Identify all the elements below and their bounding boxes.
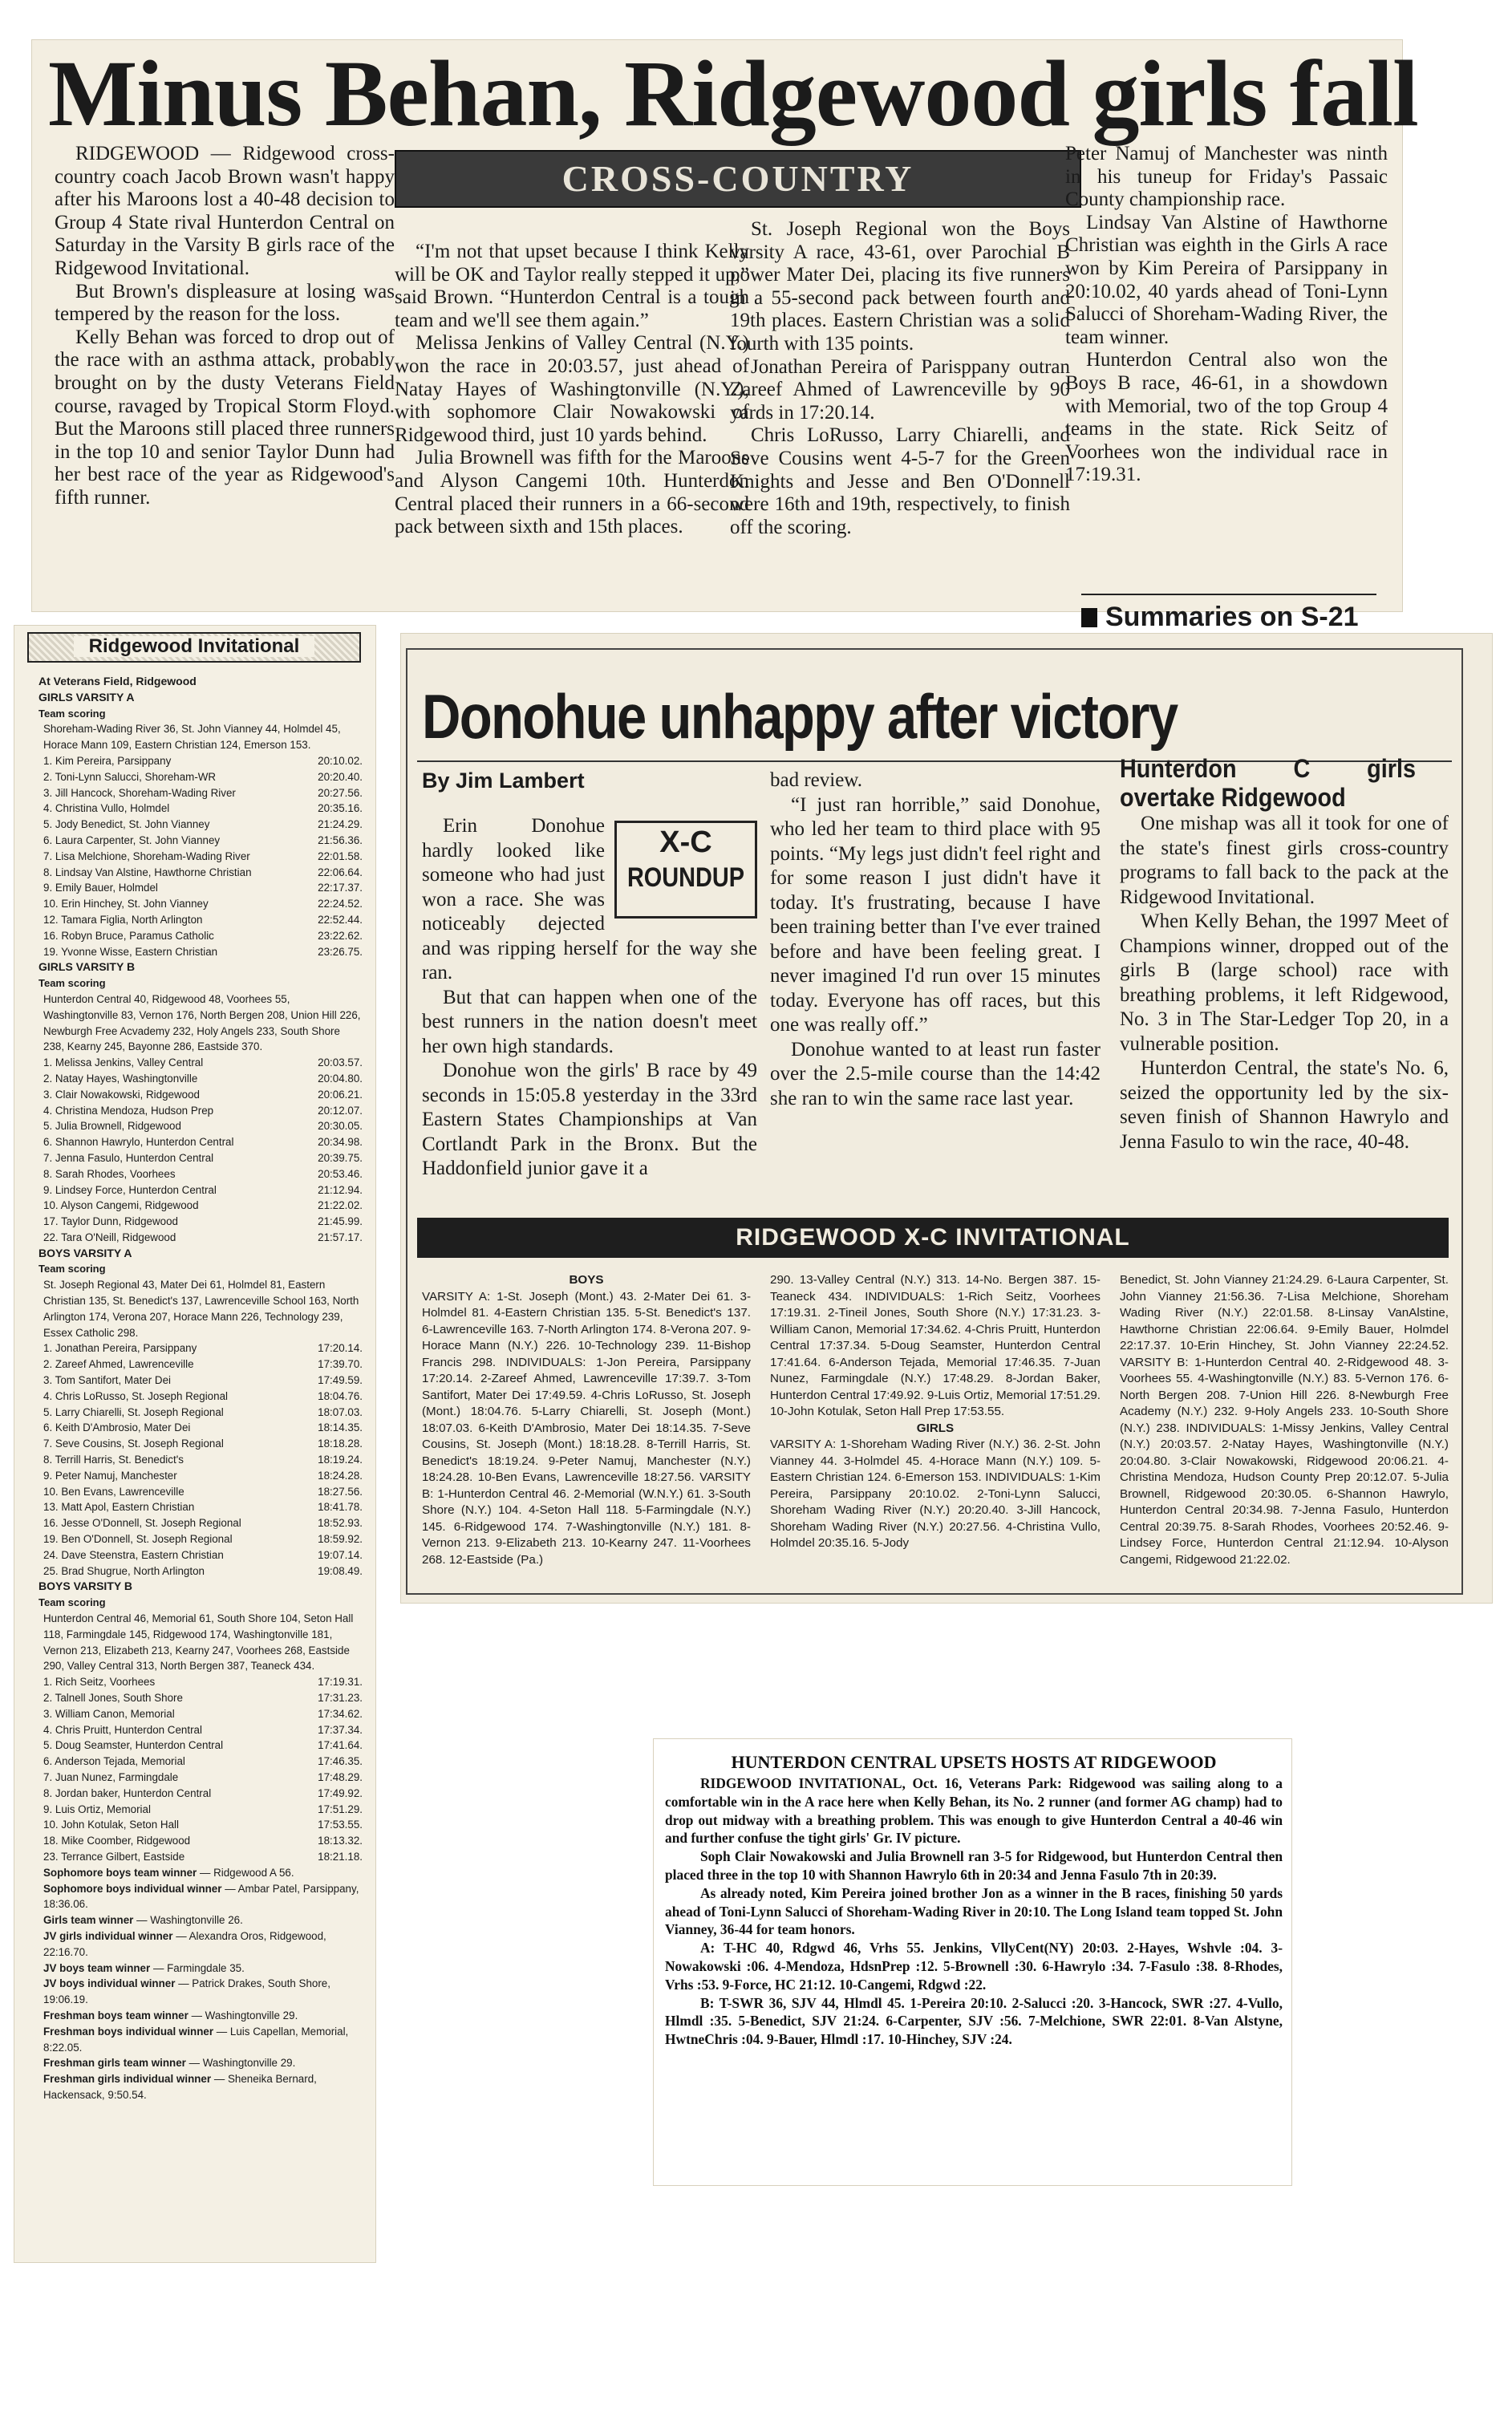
results-location: At Veterans Field, Ridgewood — [39, 675, 197, 687]
result-runner: 17. Taylor Dunn, Ridgewood — [43, 1215, 178, 1228]
award-line — [39, 2008, 363, 2024]
paragraph: St. Joseph Regional won the Boys varsity A race, 43-61, over Parochial B power Mater Dei, placing its five runners in a 55-second pack between fourth and 19th places. Eastern Christian was a solid fourth with 135 points. — [730, 218, 1070, 355]
result-runner: 9. Peter Namuj, Manchester — [43, 1469, 177, 1482]
award-category: Freshman girls individual winner — [43, 2073, 212, 2086]
result-runner: 4. Chris Pruitt, Hunterdon Central — [43, 1723, 202, 1736]
result-runner: 2. Toni-Lynn Salucci, Shoreham-WR — [43, 770, 217, 783]
result-runner: 16. Robyn Bruce, Paramus Catholic — [43, 929, 214, 942]
result-time: 18:04.76. — [318, 1389, 363, 1402]
result-time: 20:27.56. — [318, 786, 363, 799]
result-time: 23:26.75. — [318, 945, 363, 958]
paragraph: But that can happen when one of the best runners in the nation doesn't meet her own high standards. — [422, 986, 757, 1057]
result-row — [39, 1150, 363, 1166]
article-column-3 — [730, 218, 1070, 539]
paragraph: B: T-SWR 36, SJV 44, Hlmdl 45. 1-Pereira 20:10. 2-Salucci :20. 3-Hancock, SWR :27. 4-Vullo, Hlmdl :35. 5-Benedict, SJV 21:24. 6-Carpenter, SJV :56. 7-Melchione, SWR 22:01. 8-Van Alstyne, HwtneChris :04. 9-Bauer, Hlmdl :17. 10-Hinchey, SJV :24. — [665, 1994, 1283, 2048]
result-time: 18:41.78. — [318, 1501, 363, 1514]
team-scoring: Shoreham-Wading River 36, St. John Vianney 44, Holmdel 45, Horace Mann 109, Eastern Christian 124, Emerson 153. — [43, 723, 341, 752]
result-time: 18:24.28. — [318, 1469, 363, 1482]
results-section-heading: BOYS VARSITY A — [39, 1246, 132, 1259]
result-time: 17:37.34. — [318, 1723, 363, 1736]
award-category: Freshman boys team winner — [43, 2009, 188, 2022]
sub-headline: Hunterdon C girls overtake Ridgewood — [1120, 754, 1416, 812]
result-time: 19:08.49. — [318, 1564, 363, 1577]
article-column-4 — [1065, 143, 1388, 487]
award-line — [39, 2055, 363, 2071]
result-time: 18:19.24. — [318, 1454, 363, 1466]
result-row — [39, 1531, 363, 1547]
award-winner: — Ambar Patel, Parsippany, 18:36.06. — [43, 1882, 359, 1911]
award-category: Girls team winner — [43, 1914, 134, 1927]
results-banner: RIDGEWOOD X-C INVITATIONAL — [417, 1218, 1449, 1258]
results-heading-girls: GIRLS — [916, 1421, 955, 1435]
divider — [1081, 594, 1376, 595]
result-row — [39, 1405, 363, 1421]
result-row — [39, 1849, 363, 1865]
paragraph: A: T-HC 40, Rdgwd 46, Vrhs 55. Jenkins, VllyCent(NY) 20:03. 2-Hayes, Wshvle :04. 3-Nowakowski :06. 4-Mendoza, HdsnPrep :12. 5-Brownell :30. 6-Hawrylo :34. 7-Fasulo :38. 8-Rhodes, Vrhs :53. 9-Force, HC 21:12. 10-Cangemi, Rdgwd :22. — [665, 1940, 1283, 1993]
result-runner: 3. Tom Santifort, Mater Dei — [43, 1374, 172, 1387]
award-category: JV girls individual winner — [43, 1929, 173, 1942]
result-runner: 1. Jonathan Pereira, Parsippany — [43, 1342, 197, 1355]
team-scoring: Hunterdon Central 46, Memorial 61, South Shore 104, Seton Hall 118, Farmingdale 145, Ridgewood 174, Washingtonville 181, Vernon 213, Elizabeth 213, Kearny 247, Voorhees 268, Eastside 290, Valley Central 313, North Bergen 387, Teaneck 434. — [43, 1612, 354, 1673]
result-row — [39, 833, 363, 849]
result-row — [39, 1515, 363, 1531]
result-row — [39, 1356, 363, 1373]
results-text: Benedict, St. John Vianney 21:24.29. 6-Laura Carpenter, St. John Vianney 21:56.36. 7-Lisa Melchione, Shoreham Wading River (N.Y.) 22:01.58. 8-Linsay VanAlstine, Hawthorne Christian 22:06.64. 9-Emily Bauer, Holmdel 22:17.37. 10-Erin Hinchey, St. John Vianney 22:24.52. VARSITY B: 1-Hunterdon Central 40. 2-Ridgewood 48. 3-Voorhees 55. 4-Washingtonville (N.Y.) 83. 5-Vernon 176. 6-North Bergen 208. 7-Union Hill 226. 8-Newburgh Free Academy (N.Y.) 232. 9-Holy Angels 233. 10-South Shore (N.Y.) 238. INDIVIDUALS: 1-Missy Jenkins, Valley Central (N.Y.) 20:03.57. 2-Natay Hayes, Washingtonville (N.Y.) 20:04.80. 3-Clair Nowakowski, Ridgewood 20:06.21. 4-Christina Mendoza, Hudson County Prep 20:12.07. 5-Julia Brownell, Ridgewood 20:30.05. 6-Shannon Hawrylo, Hunterdon Central 20:34.98. 7-Jenna Fasulo, Hunterdon Central 20:39.75. 8-Sarah Rhodes, Voorhees 20:52.46. 9-Lindsey Force, Hunterdon Central 21:12.94. 10-Alyson Cangemi, Ridgewood 21:22.02. — [1120, 1273, 1449, 1567]
results-column-2 — [770, 1272, 1101, 1552]
article-column-1 — [55, 143, 395, 510]
paragraph: “I'm not that upset because I think Kelly will be OK and Taylor really stepped it up,” said Brown. “Hunterdon Central is a tough team and we'll see them again.” — [395, 241, 749, 331]
result-time: 18:18.28. — [318, 1438, 363, 1450]
results-text: 290. 13-Valley Central (N.Y.) 313. 14-No. Bergen 387. 15-Teaneck 434. INDIVIDUALS: 1-Rich Seitz, Voorhees 17:19.31. 2-Tineil Jones, South Shore (N.Y.) 17:31.23. 3-William Canon, Memorial 17:34.62. 4-Chris Pruitt, Hunterdon Central 17:37.34. 5-Doug Seamster, Hunterdon Central 17:41.64. 6-Anderson Tejada, Memorial 17:46.35. 7-Juan Nunez, Farmingdale (N.Y.) 17:48.29. 8-Jordan Baker, Hunterdon Central 17:49.92. 9-Luis Ortiz, Memorial 17:51.29. 10-John Kotulak, Seton Hall Prep 17:53.55. — [770, 1273, 1101, 1418]
result-row — [39, 1738, 363, 1754]
result-row — [39, 1468, 363, 1484]
result-runner: 12. Tamara Figlia, North Arlington — [43, 913, 203, 926]
paragraph: But Brown's displeasure at losing was tempered by the reason for the loss. — [55, 280, 395, 326]
summaries-reference — [1081, 602, 1359, 633]
result-time: 21:22.02. — [318, 1199, 363, 1212]
result-runner: 6. Laura Carpenter, St. John Vianney — [43, 833, 221, 846]
team-scoring-label: Team scoring — [39, 1596, 106, 1609]
result-runner: 7. Juan Nunez, Farmingdale — [43, 1770, 179, 1783]
result-row — [39, 1166, 363, 1182]
award-line — [39, 1865, 363, 1881]
result-runner: 1. Melissa Jenkins, Valley Central — [43, 1056, 204, 1069]
result-runner: 5. Doug Seamster, Hunterdon Central — [43, 1739, 224, 1752]
result-runner: 4. Christina Mendoza, Hudson Prep — [43, 1104, 214, 1117]
section-banner-cross-country: CROSS-COUNTRY — [395, 150, 1081, 208]
result-runner: 13. Matt Apol, Eastern Christian — [43, 1501, 195, 1514]
result-row — [39, 1484, 363, 1500]
result-runner: 6. Anderson Tejada, Memorial — [43, 1755, 185, 1768]
result-time: 17:20.14. — [318, 1342, 363, 1355]
result-time: 20:04.80. — [318, 1072, 363, 1085]
bulletin-body — [665, 1750, 1283, 2049]
team-scoring: Hunterdon Central 40, Ridgewood 48, Voorhees 55, Washingtonville 83, Vernon 176, North Bergen 208, Union Hill 226, Newburgh Free Acvademy 232, Holy Angels 233, South Shore 238, Kearny 245, Bayonne 286, Eastside 370. — [43, 992, 361, 1053]
result-runner: 19. Ben O'Donnell, St. Joseph Regional — [43, 1533, 233, 1546]
result-row — [39, 1230, 363, 1246]
result-row — [39, 1786, 363, 1802]
result-time: 22:24.52. — [318, 898, 363, 910]
result-time: 20:10.02. — [318, 754, 363, 767]
result-row — [39, 753, 363, 769]
result-runner: 18. Mike Coomber, Ridgewood — [43, 1835, 191, 1847]
award-winner: — Washingtonville 29. — [188, 2057, 296, 2070]
award-line — [39, 1961, 363, 1977]
result-row — [39, 1373, 363, 1389]
result-time: 18:14.35. — [318, 1421, 363, 1434]
result-runner: 3. Clair Nowakowski, Ridgewood — [43, 1088, 200, 1101]
award-category: Freshman boys individual winner — [43, 2025, 214, 2038]
award-line — [39, 1881, 363, 1913]
paragraph: As already noted, Kim Pereira joined brother Jon as a winner in the B races, finishing 50 yards ahead of Toni-Lynn Salucci of Shoreham-Wading River in 20:10. The Long Island team topped St. John Vianney, 36-44 for team honors. — [665, 1884, 1283, 1938]
result-runner: 5. Jody Benedict, St. John Vianney — [43, 818, 210, 831]
clipping-donohue — [401, 634, 1492, 1603]
roundup-line-1: X-C — [659, 825, 712, 859]
result-row — [39, 785, 363, 801]
result-time: 20:06.21. — [318, 1088, 363, 1101]
paragraph: Donohue wanted to at least run faster over the 2.5-mile course than the 14:42 she ran to win the same race last year. — [770, 1038, 1101, 1109]
results-box-title — [27, 632, 361, 663]
award-category: JV boys individual winner — [43, 1977, 176, 1990]
result-row — [39, 944, 363, 960]
results-column-3 — [1120, 1272, 1449, 1568]
clipping-minus-behan — [32, 40, 1418, 632]
result-runner: 23. Terrance Gilbert, Eastside — [43, 1850, 185, 1863]
result-time: 18:59.92. — [318, 1533, 363, 1546]
result-runner: 9. Emily Bauer, Holmdel — [43, 882, 158, 894]
results-section-heading: GIRLS VARSITY B — [39, 960, 136, 974]
result-runner: 25. Brad Shugrue, North Arlington — [43, 1564, 205, 1577]
result-row — [39, 1389, 363, 1405]
result-row — [39, 1452, 363, 1468]
result-runner: 6. Shannon Hawrylo, Hunterdon Central — [43, 1136, 234, 1149]
paragraph: Kelly Behan was forced to drop out of the race with an asthma attack, probably brought on by the dusty Veterans Field course, ravaged by Tropical Storm Floyd. But the Maroons still placed three runners in the top 10 and senior Taylor Dunn had her best race of the year as Ridgewood's fifth runner. — [55, 326, 395, 509]
result-row — [39, 912, 363, 928]
results-section-heading: BOYS VARSITY B — [39, 1579, 132, 1593]
team-scoring-label: Team scoring — [39, 977, 106, 990]
result-runner: 4. Chris LoRusso, St. Joseph Regional — [43, 1389, 228, 1402]
result-time: 20:39.75. — [318, 1151, 363, 1164]
paragraph: Julia Brownell was fifth for the Maroons and Alyson Cangemi 10th. Hunterdon Central placed their runners in a 66-second pack between sixth and 15th places. — [395, 447, 749, 538]
result-row — [39, 1770, 363, 1786]
award-category: Sophomore boys individual winner — [43, 1882, 222, 1895]
result-row — [39, 880, 363, 896]
result-time: 20:53.46. — [318, 1167, 363, 1180]
paragraph: Soph Clair Nowakowski and Julia Brownell ran 3-5 for Ridgewood, but Hunterdon Central then placed three in the top 10 with Shannon Hawrylo 6th in 20:34 and Jenna Fasulo 7th in 20:39. — [665, 1848, 1283, 1883]
result-time: 22:17.37. — [318, 882, 363, 894]
result-time: 21:56.36. — [318, 833, 363, 846]
paragraph: “I just ran horrible,” said Donohue, who led her team to third place with 95 points. “My legs just didn't feel right and for some reason I just didn't have it today. It's frustrating, because I have been training better than I've ever trained before and have been feeling great. I never imagined I'd run over 15 minutes today. Everyone has off races, but this one was really off.” — [770, 793, 1101, 1036]
result-runner: 2. Natay Hayes, Washingtonville — [43, 1072, 198, 1085]
result-time: 21:57.17. — [318, 1231, 363, 1243]
results-title: Ridgewood Invitational — [74, 636, 314, 657]
result-row — [39, 1722, 363, 1738]
results-heading-boys: BOYS — [569, 1273, 604, 1287]
result-runner: 9. Luis Ortiz, Memorial — [43, 1803, 151, 1815]
result-runner: 6. Keith D'Ambrosio, Mater Dei — [43, 1421, 191, 1434]
result-runner: 10. John Kotulak, Seton Hall — [43, 1819, 179, 1831]
result-row — [39, 1817, 363, 1833]
result-runner: 22. Tara O'Neill, Ridgewood — [43, 1231, 176, 1243]
result-time: 17:34.62. — [318, 1707, 363, 1720]
award-winner: — Alexandra Oros, Ridgewood, 22:16.70. — [43, 1929, 326, 1958]
result-runner: 8. Sarah Rhodes, Voorhees — [43, 1167, 176, 1180]
result-time: 17:31.23. — [318, 1692, 363, 1704]
team-scoring-label: Team scoring — [39, 1263, 106, 1275]
result-runner: 5. Larry Chiarelli, St. Joseph Regional — [43, 1405, 224, 1418]
result-time: 17:46.35. — [318, 1755, 363, 1768]
headline-donohue: Donohue unhappy after victory — [422, 681, 1178, 752]
result-runner: 24. Dave Steenstra, Eastern Christian — [43, 1548, 224, 1561]
article-column-2 — [395, 241, 749, 539]
result-row — [39, 1103, 363, 1119]
paragraph: Jonathan Pereira of Parisppany outran Zareef Ahmed of Lawrenceville by 90 yards in 17:20.14. — [730, 355, 1070, 424]
result-runner: 1. Rich Seitz, Voorhees — [43, 1676, 156, 1689]
award-line — [39, 2024, 363, 2056]
result-runner: 2. Talnell Jones, South Shore — [43, 1692, 183, 1704]
result-time: 18:27.56. — [318, 1485, 363, 1498]
award-winner: — Farmingdale 35. — [152, 1961, 245, 1974]
team-scoring-label: Team scoring — [39, 707, 106, 720]
result-row — [39, 1087, 363, 1103]
result-row — [39, 1436, 363, 1452]
paragraph: Hunterdon Central, the state's No. 6, seized the opportunity led by the six-seven finish of Shannon Hawrylo and Jenna Fasulo to win the race, 40-48. — [1120, 1057, 1449, 1153]
result-runner: 16. Jesse O'Donnell, St. Joseph Regional — [43, 1517, 241, 1530]
result-row — [39, 1420, 363, 1436]
result-runner: 8. Lindsay Van Alstine, Hawthorne Christian — [43, 866, 252, 878]
result-time: 20:03.57. — [318, 1056, 363, 1069]
result-row — [39, 896, 363, 912]
result-row — [39, 1340, 363, 1356]
result-runner: 1. Kim Pereira, Parsippany — [43, 754, 172, 767]
clipping-results-sidebar — [14, 626, 375, 2262]
square-bullet-icon — [1081, 608, 1097, 627]
clipping-bulletin — [654, 1739, 1291, 2185]
result-row — [39, 1563, 363, 1579]
result-time: 18:21.18. — [318, 1850, 363, 1863]
result-time: 18:13.32. — [318, 1835, 363, 1847]
result-time: 17:19.31. — [318, 1676, 363, 1689]
roundup-line-2: ROUNDUP — [626, 862, 745, 893]
article-column-2 — [770, 768, 1101, 1111]
result-row — [39, 928, 363, 944]
result-time: 22:52.44. — [318, 913, 363, 926]
result-time: 22:01.58. — [318, 850, 363, 862]
result-row — [39, 1802, 363, 1818]
result-row — [39, 1118, 363, 1134]
bulletin-title: HUNTERDON CENTRAL UPSETS HOSTS AT RIDGEWOOD — [731, 1752, 1217, 1772]
result-row — [39, 1690, 363, 1706]
result-runner: 8. Terrill Harris, St. Benedict's — [43, 1454, 184, 1466]
result-runner: 2. Zareef Ahmed, Lawrenceville — [43, 1358, 194, 1371]
paragraph: Peter Namuj of Manchester was ninth in his tuneup for Friday's Passaic County championship race. — [1065, 143, 1388, 211]
result-row — [39, 1055, 363, 1071]
award-line — [39, 1976, 363, 2008]
result-runner: 19. Yvonne Wisse, Eastern Christian — [43, 945, 218, 958]
result-time: 21:24.29. — [318, 818, 363, 831]
result-row — [39, 1198, 363, 1214]
result-time: 17:53.55. — [318, 1819, 363, 1831]
result-row — [39, 1833, 363, 1849]
headline-minus-behan: Minus Behan, Ridgewood girls fall — [48, 41, 1418, 146]
result-row — [39, 801, 363, 817]
award-winner: — Patrick Drakes, South Shore, 19:06.19. — [43, 1977, 330, 2006]
result-time: 20:35.16. — [318, 802, 363, 815]
result-row — [39, 1674, 363, 1690]
paragraph: Lindsay Van Alstine of Hawthorne Christian was eighth in the Girls A race won by Kim Pereira of Parsippany in 20:10.02, 40 yards ahead of Toni-Lynn Salucci of Shoreham-Wading River, the team winner. — [1065, 211, 1388, 348]
result-row — [39, 849, 363, 865]
award-category: JV boys team winner — [43, 1961, 151, 1974]
award-winner: — Luis Capellan, Memorial, 8:22.05. — [43, 2025, 349, 2054]
result-time: 17:41.64. — [318, 1739, 363, 1752]
result-row — [39, 1547, 363, 1563]
award-line — [39, 2071, 363, 2103]
results-text: VARSITY A: 1-St. Joseph (Mont.) 43. 2-Mater Dei 61. 3-Holmdel 81. 4-Eastern Christian 135. 5-St. Benedict's 137. 6-Lawrenceville 163. 7-North Arlington 174. 8-Verona 207. 9-Horace Mann (N.Y.) 226. 10-Technology 239. 11-Bishop Francis 298. INDIVIDUALS: 1-Jon Pereira, Parsippany 17:20.14. 2-Zareef Ahmed, Lawrenceville 17:39.7. 3-Tom Santifort, Mater Dei 17:49.59. 4-Chris LoRusso, St. Joseph (Mont.) 18:04.76. 5-Larry Chiarelli, St. Joseph (Mont.) 18:07.03. 6-Keith D'Ambrosio, Mater Dei 18:14.35. 7-Seve Cousins, St. Joseph (Mont.) 18:18.28. 8-Terrill Harris, St. Benedict's 18:19.24. 9-Peter Namuj, Manchester (N.Y.) 18:24.28. 10-Ben Evans, Lawrenceville 18:27.56. VARSITY B: 1-Hunterdon Central 46. 2-Memorial (W.N.Y.) 61. 3-South Shore (N.Y.) 104. 4-Seton Hall 118. 5-Farmingdale (N.Y.) 145. 6-Ridgewood 174. 7-Washingtonville (N.Y.) 181. 8-Vernon 213. 9-Elizabeth 213. 10-Kearny 247. 11-Voorhees 268. 12-Eastside (Pa.) — [422, 1289, 751, 1567]
paragraph: When Kelly Behan, the 1997 Meet of Champions winner, dropped out of the girls B (large school) race with breathing problems, it left Ridgewood, No. 3 in The Star-Ledger Top 20, in a vulnerable position. — [1120, 910, 1449, 1055]
award-line — [39, 1912, 363, 1928]
results-sections — [39, 690, 363, 1865]
result-runner: 3. Jill Hancock, Shoreham-Wading River — [43, 786, 236, 799]
result-runner: 10. Erin Hinchey, St. John Vianney — [43, 898, 209, 910]
result-runner: 4. Christina Vullo, Holmdel — [43, 802, 170, 815]
result-time: 21:45.99. — [318, 1215, 363, 1228]
team-scoring: St. Joseph Regional 43, Mater Dei 61, Holmdel 81, Eastern Christian 135, St. Benedict's 137, Lawrenceville School 163, North Arlington 174, Verona 207, Horace Mann 226, Technology 239, Essex Catholic 298. — [43, 1279, 359, 1339]
paragraph: Donohue won the girls' B race by 49 seconds in 15:05.8 yesterday in the 33rd Eastern States Championships at Van Cortlandt Park in the Bronx. But the Haddonfield junior gave it a — [422, 1060, 757, 1179]
result-row — [39, 1754, 363, 1770]
result-row — [39, 1071, 363, 1087]
result-time: 19:07.14. — [318, 1548, 363, 1561]
result-time: 21:12.94. — [318, 1183, 363, 1196]
result-runner: 5. Julia Brownell, Ridgewood — [43, 1120, 181, 1133]
result-row — [39, 817, 363, 833]
paragraph: Chris LoRusso, Larry Chiarelli, and Seve Cousins went 4-5-7 for the Green Knights and Jesse and Ben O'Donnell were 16th and 19th, respectively, to finish off the scoring. — [730, 424, 1070, 538]
result-time: 20:34.98. — [318, 1136, 363, 1149]
result-runner: 9. Lindsey Force, Hunterdon Central — [43, 1183, 217, 1196]
result-runner: 7. Jenna Fasulo, Hunterdon Central — [43, 1151, 214, 1164]
results-list — [39, 674, 363, 2103]
result-time: 20:30.05. — [318, 1120, 363, 1133]
result-time: 22:06.64. — [318, 866, 363, 878]
paragraph: RIDGEWOOD INVITATIONAL, Oct. 16, Veterans Park: Ridgewood was sailing along to a comfortable win in the A race here when Kelly Behan, its No. 2 runner (and former AG champ) had to drop out midway with a breathing problem. This was enough to give Hunterdon Central a 40-46 win and further confuse the tight girls' Gr. IV picture. — [665, 1775, 1283, 1847]
award-line — [39, 1928, 363, 1961]
result-time: 18:52.93. — [318, 1517, 363, 1530]
award-category: Sophomore boys team winner — [43, 1866, 197, 1879]
paragraph: Erin Donohue hardly looked like someone who had just won a race. She was noticeably dejected and was ripping herself for the way she ran. — [422, 815, 757, 983]
result-row — [39, 769, 363, 785]
result-time: 17:49.92. — [318, 1786, 363, 1799]
paragraph: RIDGEWOOD — Ridgewood cross-country coach Jacob Brown wasn't happy after his Maroons lost a 40-48 decision to Group 4 State rival Hunterdon Central on Saturday in the Varsity B girls race of the Ridgewood Invitational. — [55, 143, 395, 279]
result-time: 17:39.70. — [318, 1358, 363, 1371]
result-time: 17:48.29. — [318, 1770, 363, 1783]
result-row — [39, 1214, 363, 1230]
results-column-1 — [422, 1272, 751, 1568]
result-time: 17:51.29. — [318, 1803, 363, 1815]
award-winner: — Ridgewood A 56. — [199, 1866, 294, 1879]
byline: By Jim Lambert — [422, 768, 585, 793]
article-column-1 — [422, 814, 757, 1182]
award-winner: — Washingtonville 29. — [191, 2009, 298, 2022]
award-winner: — Sheneika Bernard, Hackensack, 9:50.54. — [43, 2073, 317, 2101]
result-time: 20:20.40. — [318, 770, 363, 783]
result-runner: 7. Lisa Melchione, Shoreham-Wading River — [43, 850, 250, 862]
result-row — [39, 1134, 363, 1150]
result-row — [39, 1706, 363, 1722]
result-row — [39, 1499, 363, 1515]
paragraph: Melissa Jenkins of Valley Central (N.Y.) won the race in 20:03.57, just ahead of Natay Hayes of Washingtonville (N.Y.), with sophomore Clair Nowakowski of Ridgewood third, just 10 yards behind. — [395, 332, 749, 446]
result-runner: 3. William Canon, Memorial — [43, 1707, 175, 1720]
summaries-label: Summaries on S-21 — [1105, 602, 1359, 632]
result-runner: 8. Jordan baker, Hunterdon Central — [43, 1786, 212, 1799]
result-runner: 7. Seve Cousins, St. Joseph Regional — [43, 1438, 224, 1450]
paragraph: One mishap was all it took for one of the state's finest girls cross-country programs to fall back to the pack at the Ridgewood Invitational. — [1120, 813, 1449, 908]
result-time: 17:49.59. — [318, 1374, 363, 1387]
result-time: 23:22.62. — [318, 929, 363, 942]
paragraph: Hunterdon Central also won the Boys B race, 46-61, in a showdown with Memorial, two of the top Group 4 teams in the state. Rick Seitz of Voorhees won the individual race in 17:19.31. — [1065, 349, 1388, 486]
results-section-heading: GIRLS VARSITY A — [39, 690, 135, 704]
paragraph: bad review. — [770, 769, 862, 791]
results-awards — [39, 1865, 363, 2103]
result-time: 20:12.07. — [318, 1104, 363, 1117]
results-text: VARSITY A: 1-Shoreham Wading River (N.Y.) 36. 2-St. John Vianney 44. 3-Holmdel 45. 4-Horace Mann (N.Y.) 109. 5-Eastern Christian 124. 6-Emerson 153. INDIVIDUALS: 1-Kim Pereira, Parsippany 20:10.02. 2-Toni-Lynn Salucci, Shoreham Wading River (N.Y.) 20:20.40. 3-Jill Hancock, Shoreham Wading River (N.Y.) 20:27.56. 4-Christina Vullo, Holmdel 20:35.16. 5-Jody — [770, 1438, 1101, 1550]
xc-roundup-box — [614, 821, 757, 918]
result-row — [39, 1182, 363, 1198]
result-time: 18:07.03. — [318, 1405, 363, 1418]
award-category: Freshman girls team winner — [43, 2057, 186, 2070]
article-column-3 — [1120, 754, 1449, 1154]
result-runner: 10. Alyson Cangemi, Ridgewood — [43, 1199, 199, 1212]
result-row — [39, 865, 363, 881]
award-winner: — Washingtonville 26. — [136, 1914, 243, 1927]
result-runner: 10. Ben Evans, Lawrenceville — [43, 1485, 184, 1498]
